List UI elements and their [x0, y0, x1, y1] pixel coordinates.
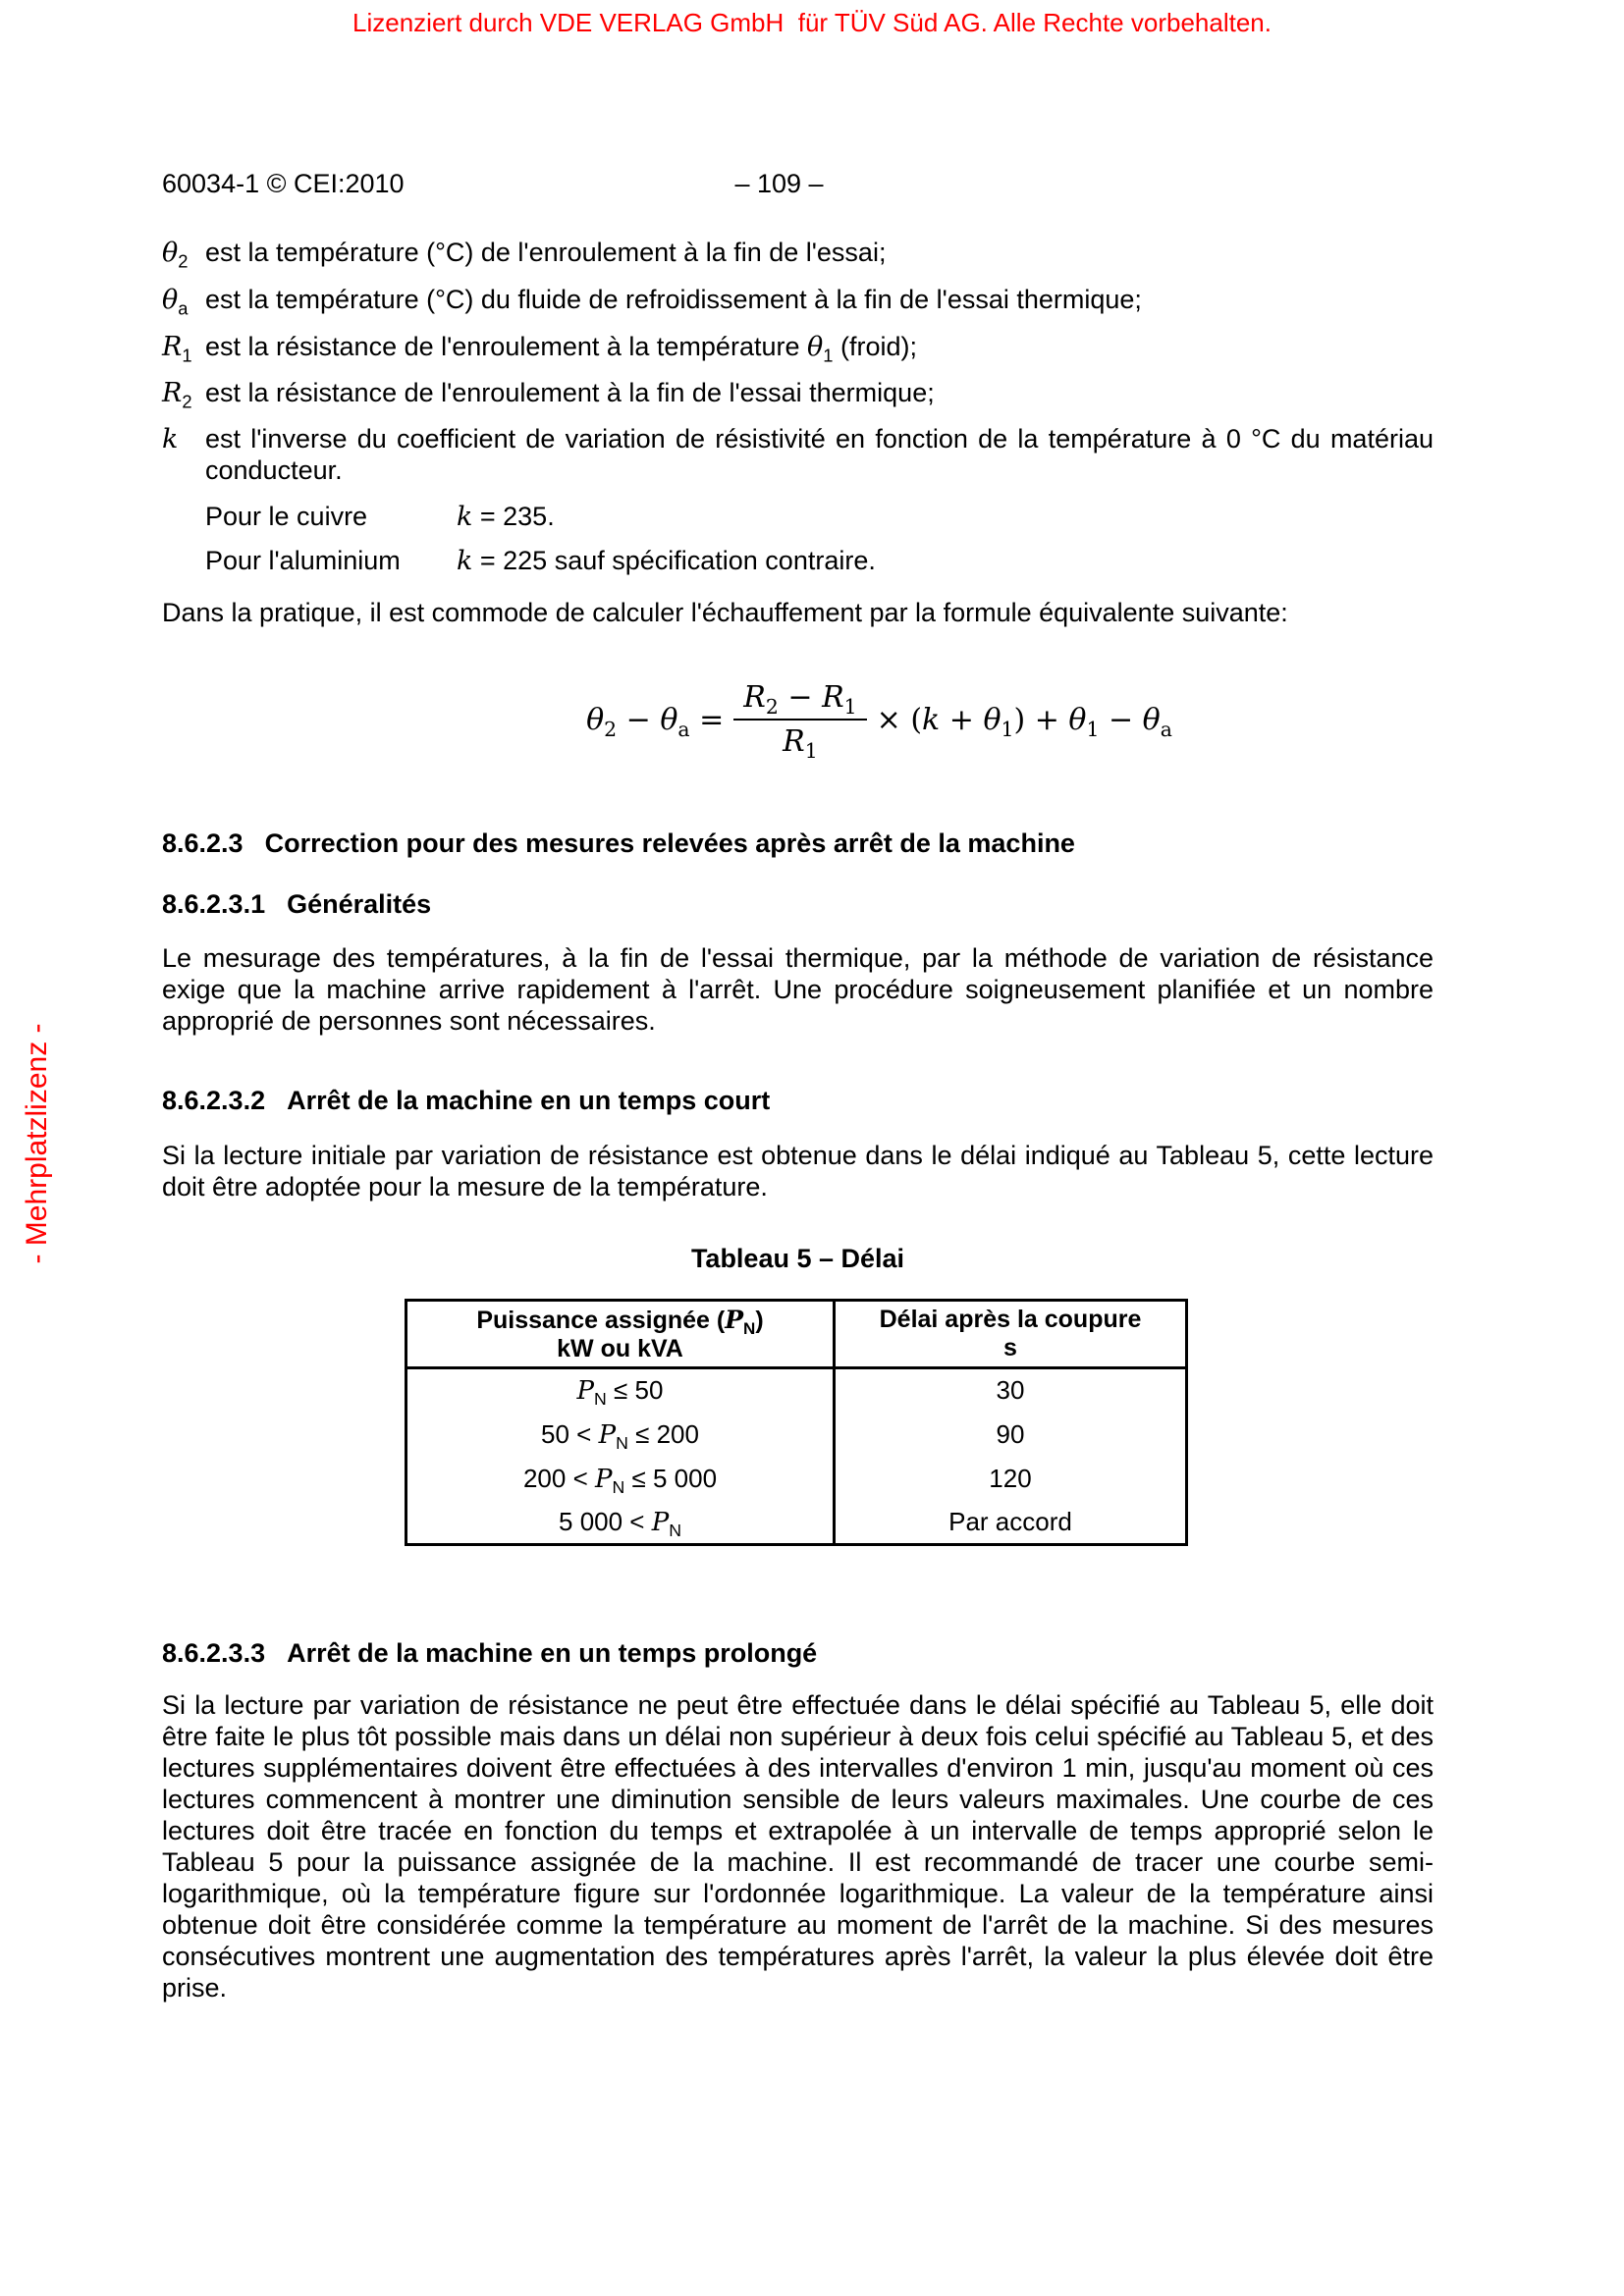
section-title: Généralités: [287, 889, 432, 919]
table-row: [406, 1457, 1187, 1501]
definition-description: est la température (°C) du fluide de refroidissement à la fin de l'essai thermique;: [205, 285, 1142, 314]
section-paragraph: Le mesurage des températures, à la fin de l'essai thermique, par la méthode de variation de résistance exige que la machine arrive rapidement à l'arrêt. Une procédure soigneusement planifiée et un nombre approprié de personnes sont nécessaires.: [162, 943, 1434, 1036]
section-title: Arrêt de la machine en un temps prolongé: [287, 1638, 818, 1668]
table-cell-delay: Par accord: [835, 1501, 1187, 1545]
constant-row: [205, 545, 1434, 577]
definition-term: $R_1$: [162, 332, 192, 366]
section-title: Arrêt de la machine en un temps court: [287, 1086, 771, 1115]
table-cell-power: $50 < P_N \le 200$: [541, 1418, 699, 1453]
constant-label: Pour l'aluminium: [205, 546, 401, 575]
watermark-mehrplatzlizenz: - Mehrplatzlizenz -: [21, 1023, 53, 1264]
license-notice: Lizenziert durch VDE VERLAG GmbH für TÜV Süd AG. Alle Rechte vorbehalten.: [352, 8, 1272, 37]
definition-term: $R_2$: [162, 378, 192, 412]
table-cell-delay: 90: [835, 1413, 1187, 1457]
formula-lhs: $\theta_2 - \theta_a$ =: [586, 702, 725, 741]
section-heading-8-6-2-3-3: [162, 1637, 1434, 1669]
table-header-power: [406, 1301, 835, 1368]
section-number: 8.6.2.3.1: [162, 889, 266, 919]
definition-term: $\theta_2$: [162, 238, 189, 272]
table-cell-power: $200 < P_N \le 5$ 000: [522, 1463, 718, 1497]
section-number: 8.6.2.3: [162, 828, 244, 858]
body-column: [162, 0, 1434, 2296]
definition-description: est l'inverse du coefficient de variation de résistivité en fonction de la température à 0 °C du matériau conducteur.: [205, 424, 1434, 485]
formula-numerator: $R_2 - R_1$: [733, 680, 866, 721]
delay-table: [405, 1299, 1188, 1546]
formula-rhs: × $(k + \theta_1) + \theta_1 - \theta_a$: [876, 702, 1172, 741]
section-number: 8.6.2.3.2: [162, 1086, 266, 1115]
definition-item: [162, 377, 1434, 412]
section-heading-8-6-2-3-1: [162, 888, 1434, 920]
section-title: Correction pour des mesures relevées après arrêt de la machine: [264, 828, 1075, 858]
table-header-row: [406, 1301, 1187, 1368]
intro-paragraph: Dans la pratique, il est commode de calculer l'échauffement par la formule équivalente suivante:: [162, 598, 1288, 627]
table-cell-power: 5 $000 < P_N$: [559, 1506, 681, 1540]
formula: [586, 680, 1172, 763]
table-caption: Tableau 5 – Délai: [690, 1244, 905, 1273]
constant-value: k = 225 sauf spécification contraire.: [457, 546, 876, 576]
table-header-delay-line2: s: [1003, 1334, 1017, 1362]
definition-item: [162, 284, 1434, 319]
constant-row: [205, 501, 1434, 533]
table-header-delay-line1: Délai après la coupure: [879, 1306, 1142, 1333]
section-number: 8.6.2.3.3: [162, 1638, 266, 1668]
formula-denominator: $R_1$: [783, 724, 818, 763]
definition-description: est la température (°C) de l'enroulement à la fin de l'essai;: [205, 238, 887, 267]
definition-item: [162, 423, 1434, 486]
definition-item: [162, 331, 1434, 366]
constant-label: Pour le cuivre: [205, 502, 368, 531]
table-header-delay: [835, 1301, 1187, 1368]
definition-description: est la résistance de l'enroulement à la température $\theta_1$ (froid);: [205, 332, 917, 366]
constant-value: k = 235.: [457, 502, 555, 532]
table-header-power-line1: Puissance assignée $(P_N)$: [476, 1305, 764, 1338]
table-header-power-line2: kW ou kVA: [557, 1334, 683, 1362]
formula-row: [162, 680, 1434, 763]
definition-description: est la résistance de l'enroulement à la fin de l'essai thermique;: [205, 378, 935, 407]
document-id: 60034-1 © CEI:2010: [162, 169, 405, 198]
definition-term: $\theta_a$: [162, 285, 189, 319]
table-cell-delay: 30: [835, 1368, 1187, 1413]
section-paragraph: Si la lecture par variation de résistance ne peut être effectuée dans le délai spécifié au Tableau 5, elle doit être faite le plus tôt possible mais dans un délai non supérieur à deux fois celui spécifié au Tableau 5, et des lectures supplémentaires doivent être effectuées à des intervalles d'environ 1 min, jusqu'au moment où ces lectures commencent à montrer une diminution sensible de leurs valeurs maximales. Une courbe de ces lectures doit être tracée en fonction du temps et extrapolée à un intervalle de temps approprié selon le Tableau 5 pour la puissance assignée de la machine. Il est recommandé de tracer une courbe semi-logarithmique, où la température figure sur l'ordonnée logarithmique. La valeur de la température ainsi obtenue doit être considérée comme la température au moment de l'arrêt de la machine. Si des mesures consécutives montrent une augmentation des températures après l'arrêt, la valeur la plus élevée doit être prise.: [162, 1690, 1434, 2002]
table-cell-delay: 120: [835, 1457, 1187, 1501]
table-row: [406, 1368, 1187, 1413]
section-paragraph: Si la lecture initiale par variation de résistance est obtenue dans le délai indiqué au Tableau 5, cette lecture doit être adoptée pour la mesure de la température.: [162, 1141, 1434, 1201]
table-cell-power: $P_N \le 50$: [576, 1375, 664, 1410]
table-row: [406, 1413, 1187, 1457]
formula-fraction: [733, 680, 866, 763]
definition-item: [162, 237, 1434, 272]
table-row: [406, 1501, 1187, 1545]
page-number: – 109 –: [734, 169, 824, 198]
section-heading-8-6-2-3: [162, 828, 1434, 859]
definition-term: k: [162, 424, 179, 454]
section-heading-8-6-2-3-2: [162, 1085, 1434, 1116]
